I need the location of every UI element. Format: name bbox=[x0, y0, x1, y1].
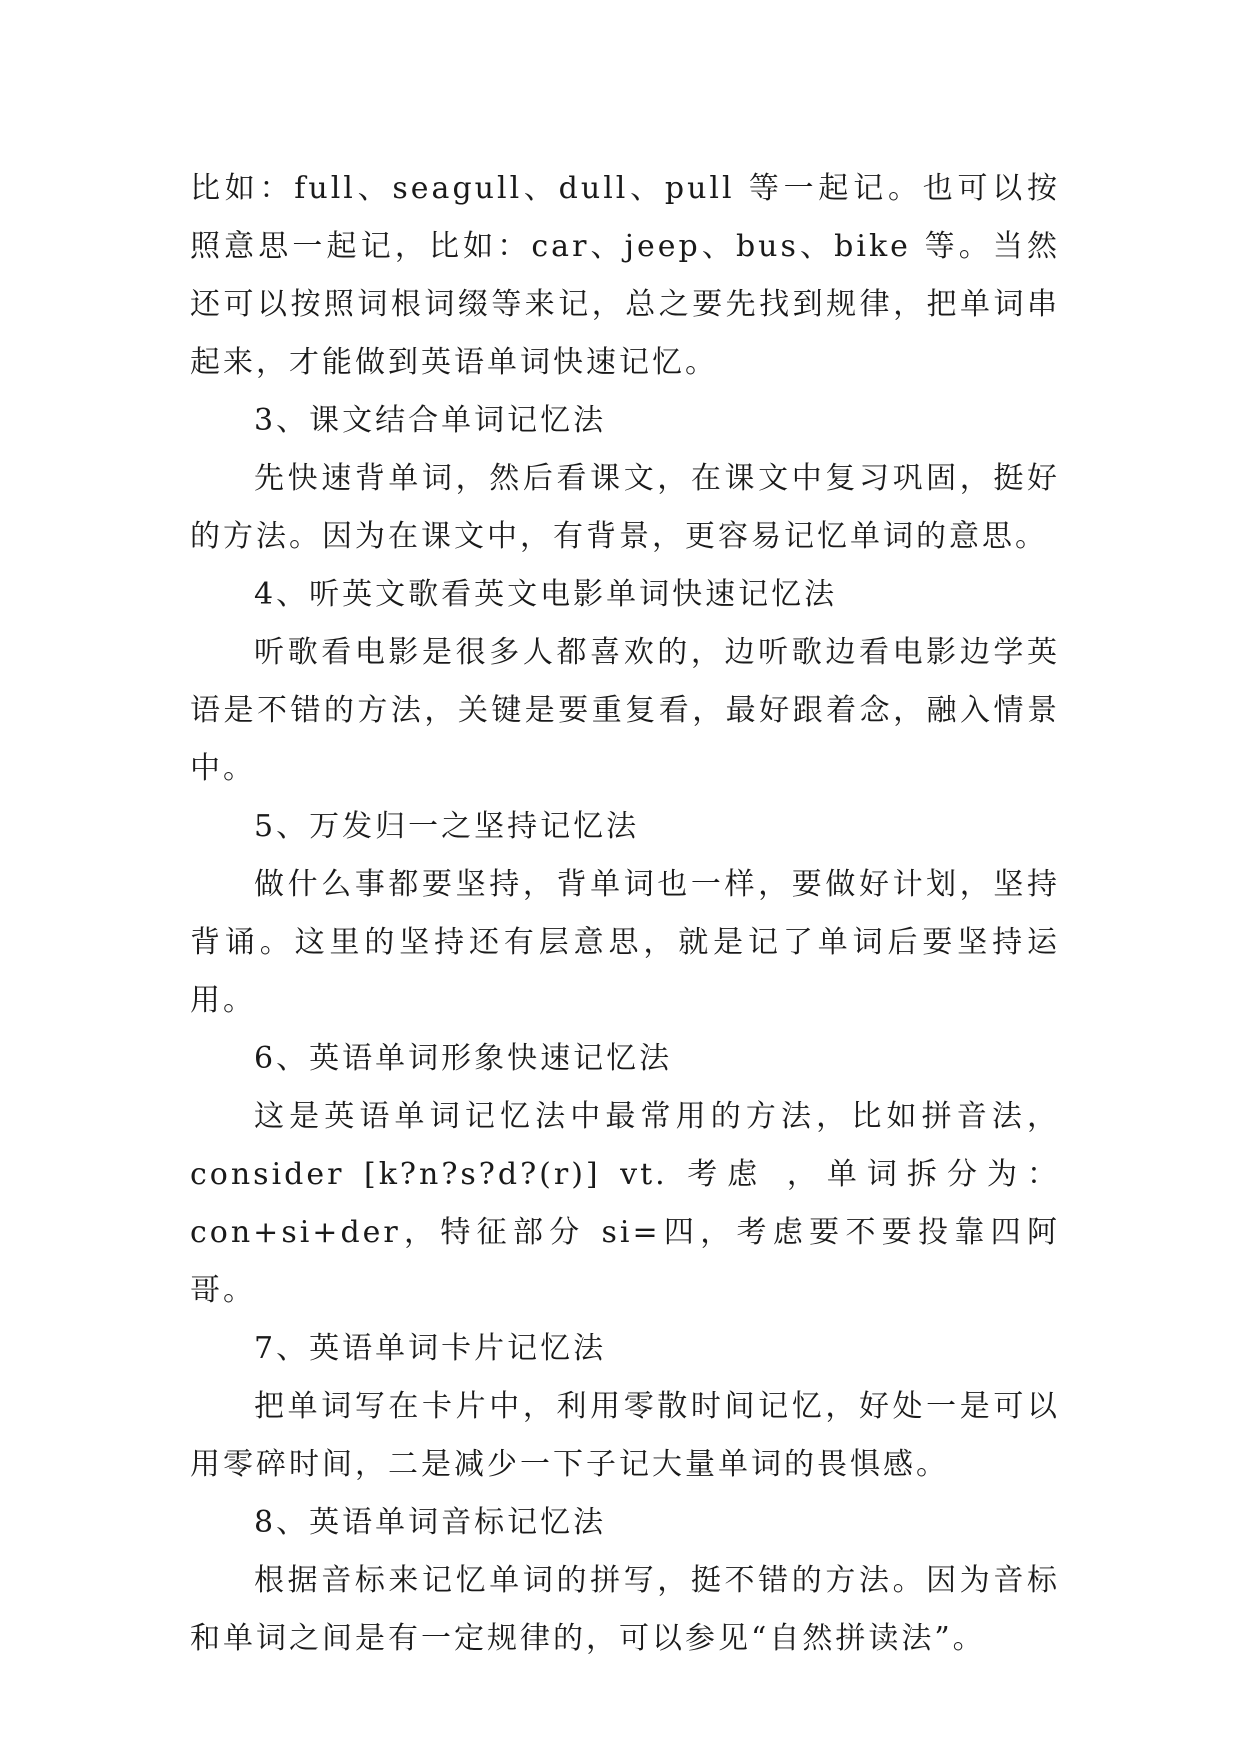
section-paragraph-6: 这是英语单词记忆法中最常用的方法，比如拼音法，consider [k?n?s?d?(r)] vt. 考虑 ，单词拆分为：con+si+der，特征部分 si=四，考虑要不要投靠四阿哥。 bbox=[190, 1099, 1060, 1308]
section-heading-6: 6、英语单词形象快速记忆法 bbox=[254, 1041, 673, 1076]
section-heading-4: 4、听英文歌看英文电影单词快速记忆法 bbox=[254, 577, 838, 612]
section-paragraph-5: 做什么事都要坚持，背单词也一样，要做好计划，坚持背诵。这里的坚持还有层意思，就是记了单词后要坚持运用。 bbox=[190, 867, 1060, 1018]
section-paragraph-7: 把单词写在卡片中，利用零散时间记忆，好处一是可以用零碎时间，二是减少一下子记大量单词的畏惧感。 bbox=[190, 1389, 1060, 1482]
intro-paragraph: 比如：full、seagull、dull、pull 等一起记。也可以按照意思一起记，比如：car、jeep、bus、bike 等。当然还可以按照词根词缀等来记，总之要先找到规律，把单词串起来，才能做到英语单词快速记忆。 bbox=[190, 171, 1060, 380]
section-paragraph-4: 听歌看电影是很多人都喜欢的，边听歌边看电影边学英语是不错的方法，关键是要重复看，最好跟着念，融入情景中。 bbox=[190, 635, 1060, 786]
section-heading-8: 8、英语单词音标记忆法 bbox=[254, 1505, 607, 1540]
section-heading-3: 3、课文结合单词记忆法 bbox=[254, 403, 607, 438]
section-paragraph-8: 根据音标来记忆单词的拼写，挺不错的方法。因为音标和单词之间是有一定规律的，可以参见“自然拼读法”。 bbox=[190, 1563, 1060, 1656]
section-heading-5: 5、万发归一之坚持记忆法 bbox=[254, 809, 640, 844]
section-heading-7: 7、英语单词卡片记忆法 bbox=[254, 1331, 607, 1366]
section-paragraph-3: 先快速背单词，然后看课文，在课文中复习巩固，挺好的方法。因为在课文中，有背景，更容易记忆单词的意思。 bbox=[190, 461, 1060, 554]
document-body bbox=[190, 160, 1060, 1668]
